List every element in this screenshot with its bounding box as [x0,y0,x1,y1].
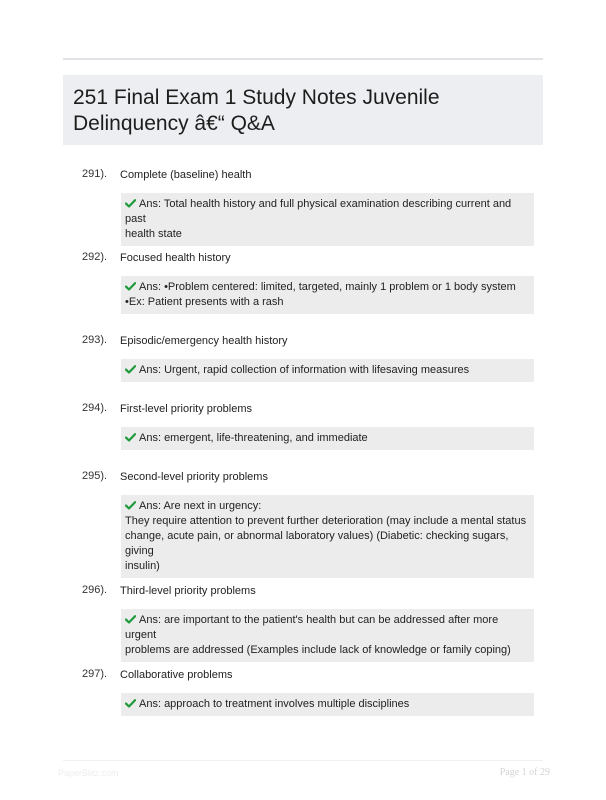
answer-box [121,427,534,450]
answer-text: Ans: emergent, life-threatening, and immediate [139,432,368,444]
check-icon [125,199,136,208]
answer-box [121,693,534,716]
answer-line [125,363,529,378]
question-text: Collaborative problems [120,669,233,681]
answer-line [125,280,529,295]
footer-site-watermark: PaperBlitz.com [58,768,119,778]
document-title: 251 Final Exam 1 Study Notes Juvenile Delinquency â€“ Q&A [73,86,440,135]
answer-line [125,613,529,643]
answer-text: Ans: Are next in urgency: [139,500,262,512]
answer-line: change, acute pain, or abnormal laboratory values) (Diabetic: checking sugars, giving [125,530,509,557]
answer-box [121,193,534,246]
top-divider [63,58,543,60]
question-number: 294). [82,402,108,414]
question-text: Third-level priority problems [120,585,256,597]
answer-box [121,609,534,662]
question-number: 291). [82,168,108,180]
question-text: Episodic/emergency health history [120,335,288,347]
check-icon [125,365,136,374]
check-icon [125,699,136,708]
answer-line: health state [125,228,182,240]
answer-box [121,495,534,578]
check-icon [125,615,136,624]
answer-text: Ans: Urgent, rapid collection of information with lifesaving measures [139,364,470,376]
answer-line [125,499,529,514]
answer-line: •Ex: Patient presents with a rash [125,296,284,308]
question-number: 293). [82,334,108,346]
answer-text: Ans: Total health history and full physical examination describing current and past [125,198,512,225]
answer-box [121,359,534,382]
question-text: Second-level priority problems [120,471,268,483]
answer-line: problems are addressed (Examples include lack of knowledge or family coping) [125,644,511,656]
check-icon [125,433,136,442]
check-icon [125,501,136,510]
question-number: 292). [82,251,108,263]
title-banner [63,75,543,145]
footer-divider [63,760,543,761]
question-number: 297). [82,668,108,680]
answer-line [125,697,529,712]
answer-line: They require attention to prevent further deterioration (may include a mental status [125,515,527,527]
answer-box [121,276,534,314]
answer-text: Ans: •Problem centered: limited, targeted, mainly 1 problem or 1 body system [139,281,516,293]
answer-line [125,197,529,227]
answer-line [125,431,529,446]
question-text: Complete (baseline) health [120,169,252,181]
question-number: 295). [82,470,108,482]
question-text: First-level priority problems [120,403,253,415]
answer-text: Ans: are important to the patient's health but can be addressed after more urgent [125,614,499,641]
question-text: Focused health history [120,252,231,264]
answer-line: insulin) [125,560,160,572]
question-number: 296). [82,584,108,596]
check-icon [125,282,136,291]
page-number: Page 1 of 29 [499,767,550,778]
answer-text: Ans: approach to treatment involves multiple disciplines [139,698,410,710]
